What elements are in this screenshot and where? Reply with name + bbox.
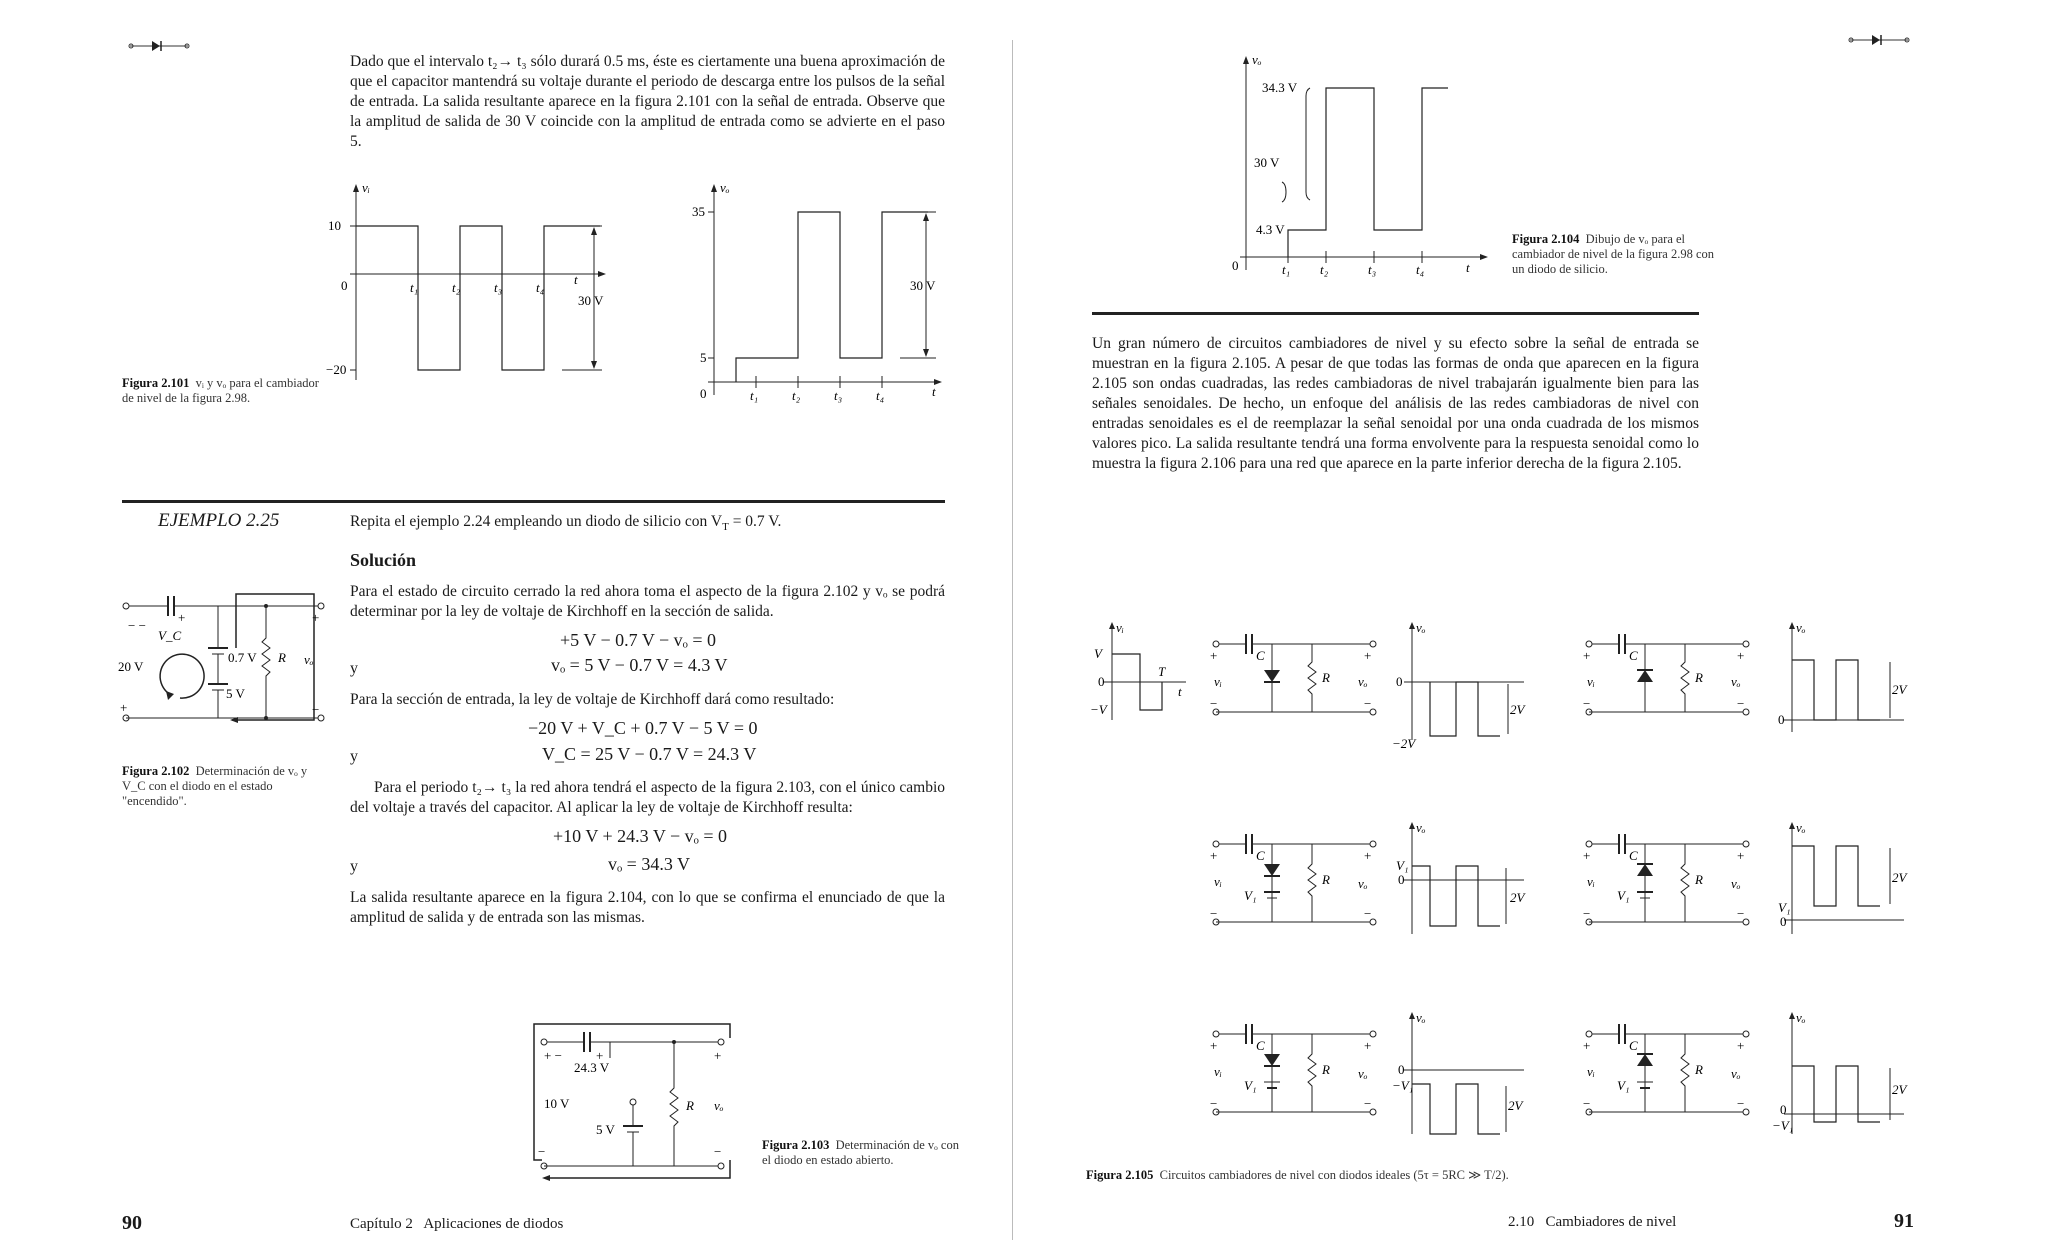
svg-text:−: − [538,1144,546,1159]
svg-text:0: 0 [1398,1062,1405,1077]
figure-number: Figura 2.105 [1086,1168,1154,1182]
clamper-output-1 [1394,620,1534,750]
running-head-right: 2.10 Cambiadores de nivel [1508,1214,1677,1230]
fig105-v: V [1094,646,1102,661]
svg-text:+: + [714,1048,722,1063]
svg-text:0: 0 [1396,674,1403,689]
equation-5: +10 V + 24.3 V − vₒ = 0 [553,826,727,846]
fig103-24-3v: 24.3 V [574,1060,610,1075]
example-title: EJEMPLO 2.25 [158,510,280,531]
svg-text:C: C [1629,1038,1638,1053]
clamper-output-4 [1774,820,1914,950]
figure-2-104-caption [1512,232,1717,277]
fig104-0: 0 [1232,258,1239,273]
equation-1: +5 V − 0.7 V − vₒ = 0 [560,630,716,650]
svg-text:vᵢ: vᵢ [1587,674,1595,689]
svg-text:−: − [1364,906,1372,921]
svg-text:+: + [1737,648,1745,663]
clamper-output-5 [1394,1010,1534,1140]
svg-text:V₁: V₁ [1244,1078,1257,1093]
fig102-vc: V_C [158,628,182,643]
svg-text:− −: − − [128,618,146,633]
svg-text:+: + [120,700,128,715]
page-number-right: 91 [1894,1210,1914,1232]
svg-text:−: − [1737,696,1745,711]
svg-text:vₒ: vₒ [1358,1066,1368,1081]
fig102-20v: 20 V [118,659,144,674]
fig105-2v-d: 2V [1892,870,1907,885]
clamper-output-2 [1774,620,1914,740]
svg-text:vᵢ: vᵢ [1587,1064,1595,1079]
figure-2-101-caption [122,376,332,406]
fig101-output-label: vₒ [720,180,730,195]
and-label-1: y [350,660,358,677]
svg-text:R: R [1322,1062,1330,1077]
clamper-circuit-4 [1583,830,1753,930]
clamper-circuit-5 [1210,1020,1380,1120]
fig101-tick-0: 0 [341,278,348,293]
svg-text:vₒ: vₒ [1416,620,1426,635]
fig105-v1: V₁ [1396,858,1409,873]
clamper-circuit-3 [1210,830,1380,930]
fig105-2v-f: 2V [1892,1082,1907,1097]
svg-text:+: + [312,610,320,625]
clamper-output-6 [1774,1010,1914,1140]
fig105-minus-v: −V [1090,702,1107,717]
fig101-t4: t₄ [536,280,545,295]
svg-text:C: C [1256,1038,1265,1053]
intro-paragraph: Dado que el intervalo t₂→ t₃ sólo durará 0.5 ms, éste es ciertamente una buena aproximación de que el capacitor mantendrá su voltaje durante el periodo de descarga entre los pulsos de la señal de entrada. La salida resultante aparece en la figura 2.101 con la señal de entrada. Observe que la amplitud de salida de 30 V coincide con la amplitud de entrada como se advierte en el paso 5. [350,53,945,150]
figure-2-105-caption [1086,1168,1646,1183]
fig101-out-t1: t₁ [750,388,759,403]
svg-text:+: + [1583,848,1591,863]
fig101-out-tick-35: 35 [692,204,705,219]
fig104-t3: t₃ [1368,262,1377,277]
svg-text:C: C [1629,648,1638,663]
fig105-minus-2v: −2V [1392,736,1416,751]
svg-text:0: 0 [1780,914,1787,929]
fig101-t2: t₂ [452,280,461,295]
fig101-out-tick-0: 0 [700,386,707,401]
clamper-circuit-2 [1583,630,1753,720]
fig105-v1-b: V₁ [1778,900,1791,915]
fig103-r: R [686,1098,694,1113]
svg-text:R: R [1322,872,1330,887]
solution-heading: Solución [350,550,417,570]
svg-text:−: − [1364,696,1372,711]
svg-text:+: + [1583,648,1591,663]
fig101-out-amplitude: 30 V [910,278,936,293]
fig101-out-tick-5: 5 [700,350,707,365]
svg-text:−: − [1364,1096,1372,1111]
svg-text:V₁: V₁ [1617,888,1630,903]
solution-paragraph-2: Para la sección de entrada, la ley de voltaje de Kirchhoff dará como resultado: [350,691,835,708]
caption-text: vᵢ y vₒ para el cambiador de nivel de la figura 2.98. [122,376,319,405]
diode-icon [1848,32,1910,48]
fig104-30v: 30 V [1254,155,1280,170]
svg-text:+: + [1583,1038,1591,1053]
svg-text:R: R [1695,670,1703,685]
fig102-r: R [278,650,286,665]
fig102-vo: vₒ [304,652,314,667]
fig105-2v: 2V [1510,702,1525,717]
and-label-3: y [350,858,358,875]
fig101-out-t2: t₂ [792,388,801,403]
svg-text:−: − [312,702,320,717]
svg-text:V₁: V₁ [1617,1078,1630,1093]
svg-text:C: C [1256,648,1265,663]
svg-text:R: R [1695,1062,1703,1077]
solution-paragraph-4: La salida resultante aparece en la figura 2.104, con lo que se confirma el enunciado de que la amplitud de salida y de entrada son las mismas. [350,889,945,926]
svg-text:+: + [1364,848,1372,863]
page-gutter [1012,40,1013,1240]
example-rule [122,500,945,503]
page-number-left: 90 [122,1212,142,1234]
solution-paragraph-3: Para el periodo t₂→ t₃ la red ahora tendrá el aspecto de la figura 2.103, con el único cambio del voltaje a través del capacitor. Al aplicar la ley de voltaje de Kirchhoff resulta: [350,779,945,816]
svg-text:+: + [1737,1038,1745,1053]
equation-4: V_C = 25 V − 0.7 V = 24.3 V [542,744,757,764]
figure-number: Figura 2.104 [1512,232,1580,246]
figure-number: Figura 2.102 [122,764,190,778]
fig101-amplitude: 30 V [578,293,604,308]
svg-text:vₒ: vₒ [1416,820,1426,835]
figure-2-103-caption [762,1138,962,1168]
figure-2-105-input-waveform [1090,620,1190,730]
svg-text:−: − [1210,1096,1218,1111]
fig104-4-3v: 4.3 V [1256,222,1285,237]
svg-text:vₒ: vₒ [1731,1066,1741,1081]
section-rule [1092,312,1699,315]
equation-6: vₒ = 34.3 V [608,854,691,874]
figure-2-102-caption [122,764,322,809]
svg-text:C: C [1629,848,1638,863]
svg-text:vₒ: vₒ [1358,876,1368,891]
svg-text:+: + [1210,648,1218,663]
svg-text:vₒ: vₒ [1796,1010,1806,1025]
svg-text:+: + [596,1048,604,1063]
fig101-t1: t₁ [410,280,419,295]
fig105-2v-c: 2V [1510,890,1525,905]
fig104-t1: t₁ [1282,262,1291,277]
fig105-t: t [1178,684,1182,699]
svg-text:0: 0 [1398,872,1405,887]
clamper-circuit-1 [1210,630,1380,720]
example-statement: Repita el ejemplo 2.24 empleando un diodo de silicio con $V_T = 0.7$ V. [350,513,782,534]
svg-text:vₒ: vₒ [1731,876,1741,891]
diode-icon [128,38,190,54]
svg-text:−: − [1583,1096,1591,1111]
svg-text:C: C [1256,848,1265,863]
fig104-t4: t₄ [1416,262,1425,277]
svg-text:+: + [1737,848,1745,863]
svg-text:+: + [178,610,186,625]
fig104-t2: t₂ [1320,262,1329,277]
svg-text:vₒ: vₒ [1416,1010,1426,1025]
svg-text:vᵢ: vᵢ [1116,620,1124,635]
fig101-t: t [574,272,578,287]
caption-text: Circuitos cambiadores de nivel con diodos ideales (5τ = 5RC ≫ T/2). [1159,1168,1509,1182]
fig104-t: t [1466,260,1470,275]
svg-text:−: − [1737,1096,1745,1111]
svg-text:vₒ: vₒ [1731,674,1741,689]
running-head-left: Capítulo 2 Aplicaciones de diodos [350,1216,564,1232]
fig105-minus-v1: −V₁ [1392,1078,1414,1093]
fig103-5v: 5 V [596,1122,615,1137]
svg-text:+: + [1210,1038,1218,1053]
solution-paragraph-1: Para el estado de circuito cerrado la red ahora toma el aspecto de la figura 2.102 y vₒ se podrá determinar por la ley de voltaje de Kirchhoff en la sección de salida. [350,583,945,620]
svg-text:vₒ: vₒ [1796,620,1806,635]
fig105-minus-v1-b: −V₁ [1772,1118,1794,1133]
svg-text:−: − [1583,906,1591,921]
fig101-tick-m20: −20 [326,362,347,377]
svg-text:−: − [1583,696,1591,711]
figure-2-102-circuit [118,578,328,728]
fig105-period: T [1158,664,1166,679]
figure-number: Figura 2.101 [122,376,190,390]
caption-text: Determinación de vₒ y V_C con el diodo en el estado "encendido". [122,764,308,808]
svg-text:R: R [1322,670,1330,685]
and-label-2: y [350,748,358,765]
fig101-input-label: vᵢ [362,180,370,195]
figure-2-101-output-plot [692,180,960,403]
svg-text:+: + [1210,848,1218,863]
svg-text:R: R [1695,872,1703,887]
svg-text:vₒ: vₒ [1358,674,1368,689]
svg-text:0: 0 [1778,712,1785,727]
figure-2-103-circuit [530,1020,735,1185]
caption-text: Determinación de vₒ con el diodo en estado abierto. [762,1138,959,1167]
fig101-out-t4: t₄ [876,388,885,403]
equation-3: −20 V + V_C + 0.7 V − 5 V = 0 [528,718,758,738]
fig101-t3: t₃ [494,280,503,295]
figure-number: Figura 2.103 [762,1138,830,1152]
fig102-5v: 5 V [226,686,245,701]
clamper-circuit-6 [1583,1020,1753,1120]
figure-2-104-plot [1222,52,1494,277]
svg-text:vₒ: vₒ [1796,820,1806,835]
svg-text:V₁: V₁ [1244,888,1257,903]
caption-text: Dibujo de vₒ para el cambiador de nivel de la figura 2.98 con un diodo de silicio. [1512,232,1715,276]
fig104-34-3v: 34.3 V [1262,80,1298,95]
fig103-10v: 10 V [544,1096,570,1111]
fig105-2v-b: 2V [1892,682,1907,697]
svg-text:0: 0 [1780,1102,1787,1117]
clamper-output-3 [1394,820,1534,940]
fig101-tick-10: 10 [328,218,341,233]
fig105-2v-e: 2V [1508,1098,1523,1113]
svg-text:vᵢ: vᵢ [1214,874,1222,889]
svg-text:vₒ: vₒ [1252,52,1262,67]
svg-text:vᵢ: vᵢ [1214,674,1222,689]
svg-text:+: + [1364,1038,1372,1053]
svg-text:−: − [1210,696,1218,711]
svg-text:+: + [1364,648,1372,663]
svg-text:vᵢ: vᵢ [1214,1064,1222,1079]
fig101-out-t: t [932,384,936,399]
svg-text:vᵢ: vᵢ [1587,874,1595,889]
equation-2: vₒ = 5 V − 0.7 V = 4.3 V [551,655,728,675]
fig103-vo: vₒ [714,1098,724,1113]
svg-text:−: − [1210,906,1218,921]
svg-text:−: − [714,1144,722,1159]
clamper-paragraph: Un gran número de circuitos cambiadores de nivel y su efecto sobre la señal de entrada se muestran en la figura 2.105. A pesar de que todas las formas de onda que aparecen en la figura 2.105 son ondas cuadradas, las redes cambiadoras de nivel trabajarán igualmente bien para las señales senoidales. De hecho, un enfoque del análisis de las redes cambiadoras de nivel con entradas senoidales es el de reemplazar la señal senoidal por una onda cuadrada de los mismos valores pico. La salida resultante tendrá una forma envolvente para la respuesta senoidal como lo muestra la figura 2.106 para una red que aparece en la parte inferior derecha de la figura 2.105. [1092,335,1699,472]
figure-2-101-input-plot [326,180,620,390]
fig105-0: 0 [1098,674,1105,689]
fig102-0-7v: 0.7 V [228,650,257,665]
svg-text:+ −: + − [544,1048,562,1063]
fig101-out-t3: t₃ [834,388,843,403]
svg-text:−: − [1737,906,1745,921]
